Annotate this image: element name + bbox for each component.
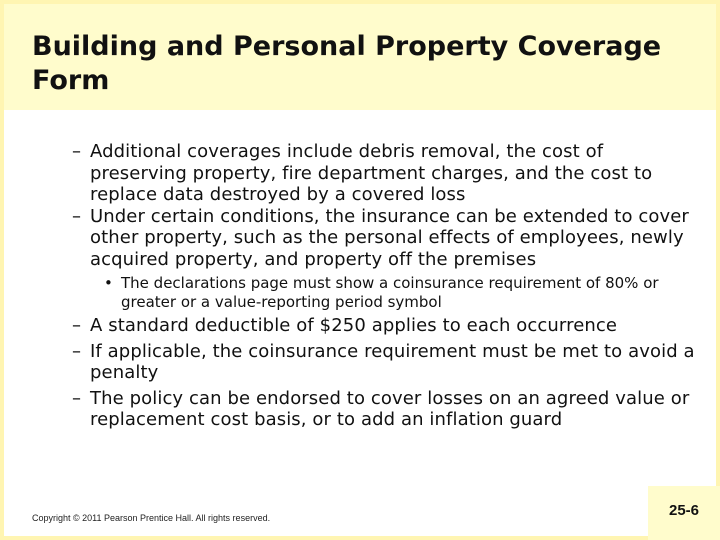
bullet-text: A standard deductible of $250 applies to each occurrence [90,315,618,336]
bullet-item-extension [72,206,700,271]
dash-marker: – [72,141,82,162]
dash-marker: – [72,205,82,227]
bullet-text: If applicable, the coinsurance requirement must be met to avoid a penalty [90,340,695,383]
bullet-list [72,141,700,431]
sub-bullet-declarations [104,274,700,312]
bullet-item-deductible [72,315,700,337]
dot-marker: • [104,274,113,292]
slide-title: Building and Personal Property Coverage Form [32,31,662,96]
page-number-box [648,486,720,540]
dash-marker: – [72,387,82,409]
bullet-text: Under certain conditions, the insurance can be extended to cover other property, such as the personal effects of employees, newly acquired property, and property off the premises [90,205,689,270]
bullet-text: The policy can be endorsed to cover losses on an agreed value or replacement cost basis, or to add an inflation guard [90,387,690,430]
sub-bullet-text: The declarations page must show a coinsurance requirement of 80% or greater or a value-reporting period symbol [121,274,659,311]
bullet-item-endorsement [72,388,700,431]
bullet-item-additional-coverages [72,141,700,206]
page-number: 25-6 [668,502,700,519]
dash-marker: – [72,315,82,336]
copyright-footer: Copyright © 2011 Pearson Prentice Hall. All rights reserved. [32,513,271,523]
dash-marker: – [72,340,82,362]
bullet-item-coinsurance [72,341,700,384]
bullet-text: Additional coverages include debris removal, the cost of preserving property, fire department charges, and the cost to replace data destroyed by a covered loss [90,141,653,205]
